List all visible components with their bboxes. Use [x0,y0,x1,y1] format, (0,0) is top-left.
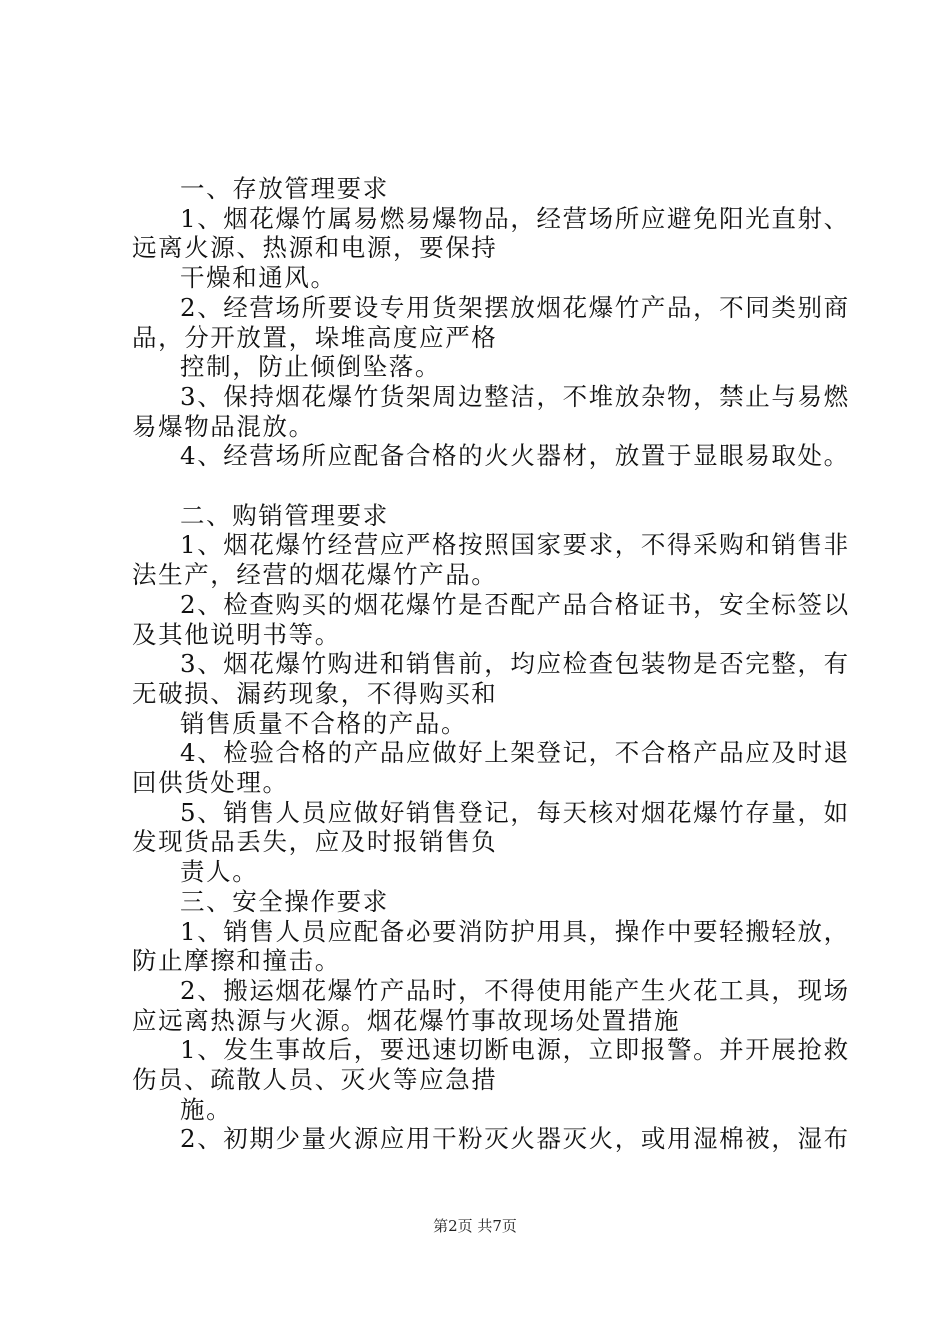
text-line: 远离火源、热源和电源，要保持 [132,233,498,263]
text-line: 易爆物品混放。 [132,411,315,441]
text-line: 无破损、漏药现象，不得购买和 [132,678,498,708]
text-line: 品，分开放置，垛堆高度应严格 [132,322,498,352]
text-line: 法生产，经营的烟花爆竹产品。 [132,560,498,590]
text-line: 4、经营场所应配备合格的火火器材，放置于显眼易取处。 [180,441,850,471]
text-line: 2、搬运烟花爆竹产品时，不得使用能产生火花工具，现场 [180,975,850,1005]
text-line: 1、烟花爆竹经营应严格按照国家要求，不得采购和销售非 [180,530,850,560]
text-line: 责人。 [180,857,259,887]
text-line: 防止摩擦和撞击。 [132,946,341,976]
text-line: 一、存放管理要求 [180,174,389,203]
text-line: 施。 [180,1094,233,1124]
text-line: 3、保持烟花爆竹货架周边整洁，不堆放杂物，禁止与易燃 [180,381,850,411]
text-line: 1、发生事故后，要迅速切断电源，立即报警。并开展抢救 [180,1035,850,1065]
text-line: 回供货处理。 [132,768,289,797]
text-line: 销售质量不合格的产品。 [180,708,468,738]
page-footer: 第2页 共7页 [433,1217,517,1235]
text-line: 三、安全操作要求 [180,886,389,916]
text-line: 4、检验合格的产品应做好上架登记，不合格产品应及时退 [180,738,850,768]
text-line: 应远离热源与火源。烟花爆竹事故现场处置措施 [132,1005,681,1035]
text-line: 伤员、疏散人员、灭火等应急措 [132,1065,498,1094]
text-line: 及其他说明书等。 [132,619,341,649]
text-line: 干燥和通风。 [180,263,337,293]
text-line: 发现货品丢失，应及时报销售负 [132,827,498,857]
text-line: 5、销售人员应做好销售登记，每天核对烟花爆竹存量，如 [180,797,850,827]
text-line: 控制，防止倾倒坠落。 [180,352,441,382]
text-line: 二、购销管理要求 [180,500,389,530]
text-line: 2、检查购买的烟花爆竹是否配产品合格证书，安全标签以 [180,589,850,619]
text-line: 2、初期少量火源应用干粉灭火器灭火，或用湿棉被，湿布 [180,1124,850,1154]
text-line: 3、烟花爆竹购进和销售前，均应检查包装物是否完整，有 [180,649,850,679]
text-line: 1、销售人员应配备必要消防护用具，操作中要轻搬轻放， [180,916,850,946]
text-line: 2、经营场所要设专用货架摆放烟花爆竹产品，不同类别商 [180,292,850,322]
text-line: 1、烟花爆竹属易燃易爆物品，经营场所应避免阳光直射、 [180,203,850,233]
